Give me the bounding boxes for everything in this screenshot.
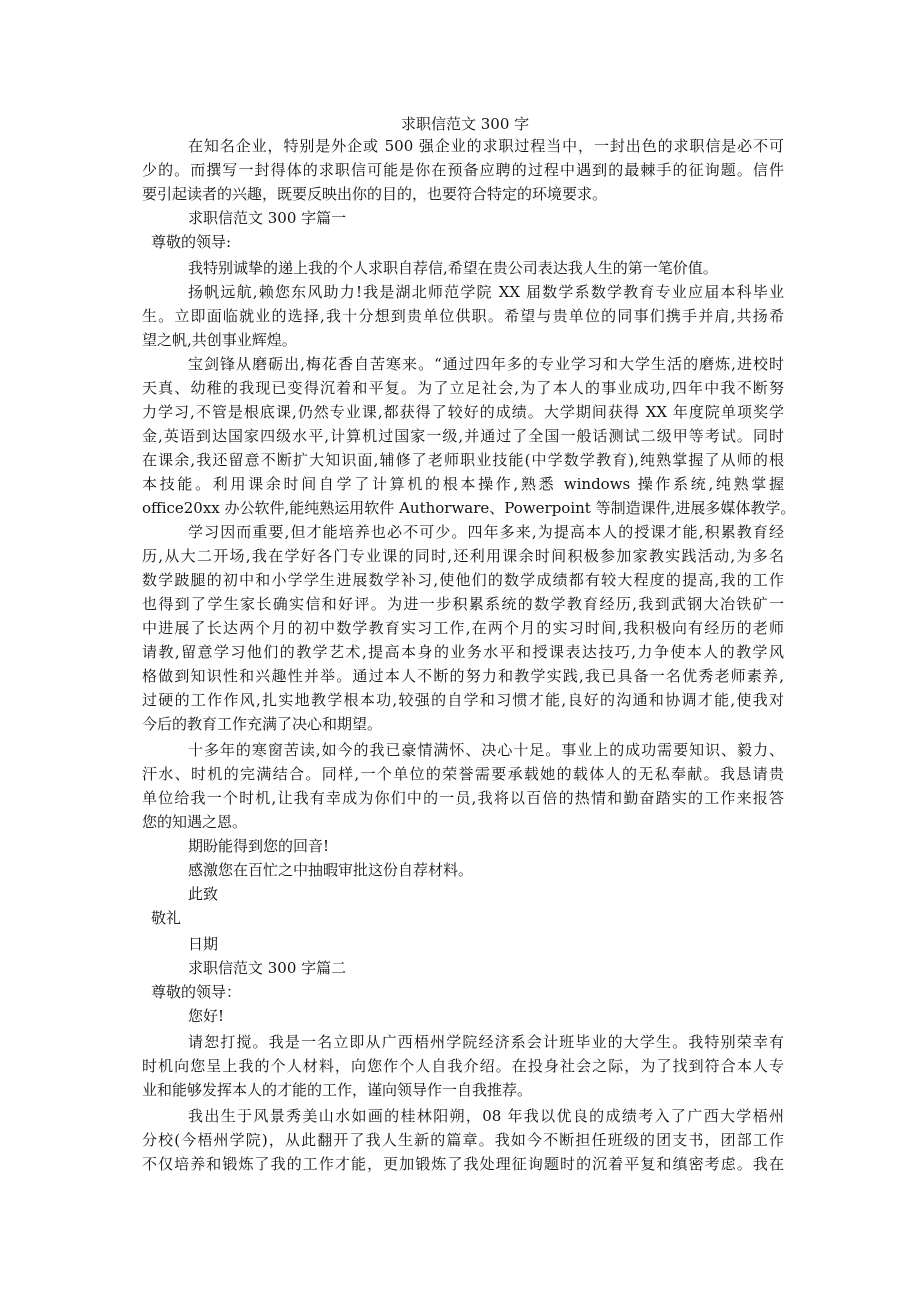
body-line: 学习因而重要,但才能培养也必不可少。四年多来,为提高本人的授课才能,积累教育经 <box>188 523 784 541</box>
body-line: 感激您在百忙之中抽暇审批这份自荐材料。 <box>188 861 474 879</box>
body-line: 宝剑锋从磨砺出,梅花香自苦寒来。“通过四年多的专业学习和大学生活的磨炼,进校时 <box>188 355 784 373</box>
body-line: 金,英语到达国家四级水平,计算机过国家一级,并通过了全国一般话测试二级甲等考试。同时 <box>142 427 784 445</box>
body-line: 日期 <box>188 935 219 953</box>
body-line: 本技能。利用课余时间自学了计算机的根本操作,熟悉 windows 操作系统,纯熟掌握 <box>142 475 784 493</box>
body-line: 天真、幼稚的我现已变得沉着和平复。为了立足社会,为了本人的事业成功,四年中我不断努 <box>142 379 784 397</box>
body-line: 尊敬的领导: <box>151 233 232 251</box>
body-line: office20xx 办公软件,能纯熟运用软件 Authorware、Powerpoint 等制造课件,进展多媒体教学。 <box>142 499 796 517</box>
body-line: 我特别诚挚的递上我的个人求职自荐信,希望在贵公司表达我人生的第一笔价值。 <box>188 259 718 277</box>
body-line: 求职信范文 300 字篇一 <box>188 209 347 227</box>
body-line: 此致 <box>188 885 219 903</box>
body-line: 我出生于风景秀美山水如画的桂林阳朔，08 年我以优良的成绩考入了广西大学梧州 <box>188 1107 784 1125</box>
body-line: 敬礼 <box>151 909 182 927</box>
body-line: 业和能够发挥本人的才能的工作，谨向领导作一自我推荐。 <box>142 1081 533 1099</box>
body-line: 单位给我一个时机,让我有幸成为你们中的一员,我将以百倍的热情和勤奋踏实的工作来报答 <box>142 789 784 807</box>
body-line: 汗水、时机的完满结合。同样,一个单位的荣誉需要承载她的载体人的无私奉献。我恳请贵 <box>142 765 784 783</box>
body-line: 中进展了长达两个月的初中数学教育实习工作,在两个月的实习时间,我积极向有经历的老师 <box>142 619 784 637</box>
body-line: 尊敬的领导： <box>151 983 242 1001</box>
body-line: 十多年的寒窗苦读,如今的我已豪情满怀、决心十足。事业上的成功需要知识、毅力、 <box>188 741 784 759</box>
body-line: 时机向您呈上我的个人材料，向您作个人自我介绍。在投身社会之际，为了找到符合本人专 <box>142 1057 784 1075</box>
body-line: 历,从大二开场,我在学好各门专业课的同时,还利用课余时间积极参加家教实践活动,为多名 <box>142 547 784 565</box>
body-line: 要引起读者的兴趣，既要反映出你的目的，也要符合特定的环境要求。 <box>142 185 608 203</box>
body-line: 今后的教育工作充满了决心和期望。 <box>142 715 383 733</box>
body-line: 也得到了学生家长确实信和好评。为进一步积累系统的数学教育经历,我到武钢大冶铁矿一 <box>142 595 784 613</box>
body-line: 力学习,不管是根底课,仍然专业课,都获得了较好的成绩。大学期间获得 XX 年度院单项奖学 <box>142 403 784 421</box>
body-line: 在课余,我还留意不断扩大知识面,辅修了老师职业技能(中学数学教育),纯熟掌握了从师的根 <box>142 451 784 469</box>
body-line: 格做到知识性和兴趣性并举。通过本人不断的努力和教学实践,我已具备一名优秀老师素养, <box>142 667 784 685</box>
body-line: 生。立即面临就业的选择,我十分想到贵单位供职。希望与贵单位的同事们携手并肩,共扬希 <box>142 307 784 325</box>
body-line: 求职信范文 300 字篇二 <box>188 959 347 977</box>
body-line: 数学跛腿的初中和小学学生进展数学补习,使他们的数学成绩都有较大程度的提高,我的工作 <box>142 571 784 589</box>
body-line: 望之帆,共创事业辉煌。 <box>142 331 297 349</box>
body-line: 少的。而撰写一封得体的求职信可能是你在预备应聘的过程中遇到的最棘手的征询题。信件 <box>142 161 784 179</box>
body-line: 在知名企业，特别是外企或 500 强企业的求职过程当中，一封出色的求职信是必不可 <box>188 137 784 155</box>
document-title: 求职信范文 300 字 <box>401 115 530 133</box>
body-line: 分校(今梧州学院)，从此翻开了我人生新的篇章。我如今不断担任班级的团支书，团部工作 <box>142 1131 784 1149</box>
body-line: 请恕打搅。我是一名立即从广西梧州学院经济系会计班毕业的大学生。我特别荣幸有 <box>188 1033 784 1051</box>
body-line: 不仅培养和锻炼了我的工作才能，更加锻炼了我处理征询题时的沉着平复和缜密考虑。我在 <box>142 1155 784 1173</box>
body-line: 您好! <box>188 1007 225 1025</box>
body-line: 您的知遇之恩。 <box>142 813 248 831</box>
body-line: 过硬的工作作风,扎实地教学根本功,较强的自学和习惯才能,良好的沟通和协调才能,使我对 <box>142 691 784 709</box>
body-line: 请教,留意学习他们的教学艺术,提高本身的业务水平和授课表达技巧,力争使本人的教学风 <box>142 643 784 661</box>
body-line: 期盼能得到您的回音! <box>188 837 330 855</box>
body-line: 扬帆远航,赖您东风助力!我是湖北师范学院 XX 届数学系数学教育专业应届本科毕业 <box>188 283 784 301</box>
